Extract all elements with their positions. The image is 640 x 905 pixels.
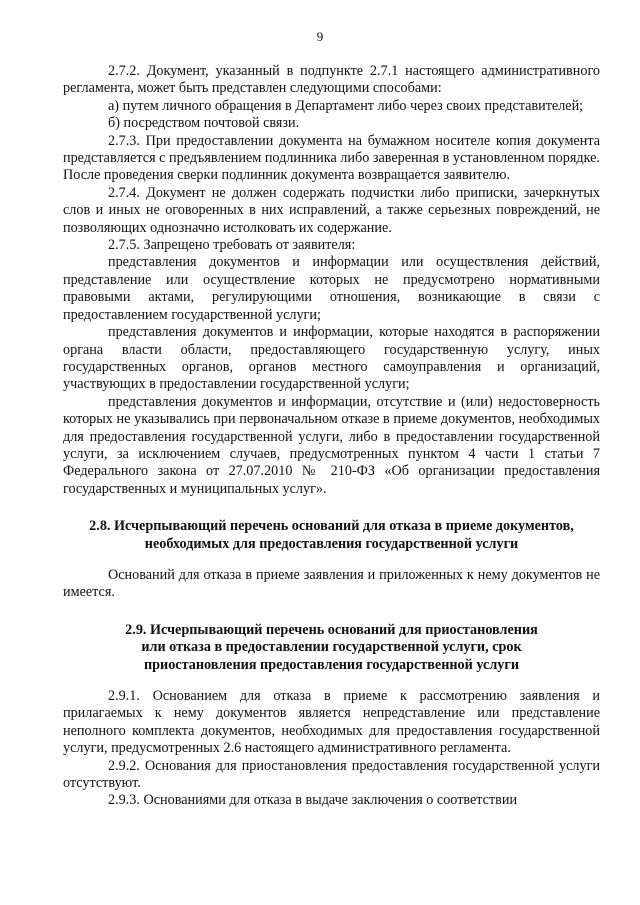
paragraph-2-8: Оснований для отказа в приеме заявления и приложенных к нему документов не имеется. xyxy=(63,566,600,601)
page-number: 9 xyxy=(316,29,324,44)
paragraph-prohibited-2: представления документов и информации, которые находятся в распоряжении органа власти области, предоставляющего государственную услугу, иных государственных органов, органов местного самоуправления и организаций, участвующих в предоставлении государственной услуги; xyxy=(63,324,600,393)
heading-2-9 xyxy=(63,622,600,674)
heading-2-9-line-3: приостановления предоставления государственной услуги xyxy=(143,656,520,673)
paragraph-option-a: а) путем личного обращения в Департамент либо через своих представителей; xyxy=(108,97,584,114)
heading-2-9-line-1: 2.9. Исчерпывающий перечень оснований для приостановления xyxy=(125,621,538,638)
paragraph-2-7-2: 2.7.2. Документ, указанный в подпункте 2.7.1 настоящего административного регламента, может быть представлен следующими способами: xyxy=(63,63,600,97)
paragraph-2-7-3: 2.7.3. При предоставлении документа на бумажном носителе копия документа представляется с предъявлением подлинника либо заверенная в установленном порядке. После проведения сверки подлинник документа возвращается заявителю. xyxy=(63,132,600,184)
paragraph-prohibited-1: представления документов и информации или осуществления действий, представление или осуществление которых не предусмотрено нормативными правовыми актами, регулирующими отношения, возникающие в связи с предоставлением государственной услуги; xyxy=(63,254,600,323)
paragraph-2-9-3: 2.9.3. Основаниями для отказа в выдаче заключения о соответствии xyxy=(108,792,518,809)
heading-2-9-line-2: или отказа в предоставлении государственной услуги, срок xyxy=(141,639,522,656)
paragraph-option-b: б) посредством почтовой связи. xyxy=(108,115,300,132)
paragraph-2-7-4: 2.7.4. Документ не должен содержать подчистки либо приписки, зачеркнутых слов и иных не оговоренных в них исправлений, а также серьезных повреждений, не позволяющих однозначно истолковать их содержание. xyxy=(63,184,600,236)
paragraph-2-9-2: 2.9.2. Основания для приостановления предоставления государственной услуги отсутствуют. xyxy=(63,757,600,792)
paragraph-2-9-1: 2.9.1. Основанием для отказа в приеме к рассмотрению заявления и прилагаемых к нему документов является непредставление или представление неполного комплекта документов, необходимых для предоставления государственной услуги, предусмотренных 2.6 настоящего административного регламента. xyxy=(63,688,600,757)
heading-2-8: 2.8. Исчерпывающий перечень оснований для отказа в приеме документов, необходимых для предоставления государственной услуги xyxy=(89,518,574,552)
paragraph-prohibited-3: представления документов и информации, отсутствие и (или) недостоверность которых не указывались при первоначальном отказе в приеме документов, необходимых для предоставления государственной услуги, либо в предоставлении государственной услуги, за исключением случаев, предусмотренных пунктом 4 части 1 статьи 7 Федерального закона от 27.07.2010 № 210-ФЗ «Об организации предоставления государственных и муниципальных услуг». xyxy=(63,393,600,497)
paragraph-2-7-5: 2.7.5. Запрещено требовать от заявителя: xyxy=(108,237,356,254)
document-body xyxy=(63,63,600,810)
